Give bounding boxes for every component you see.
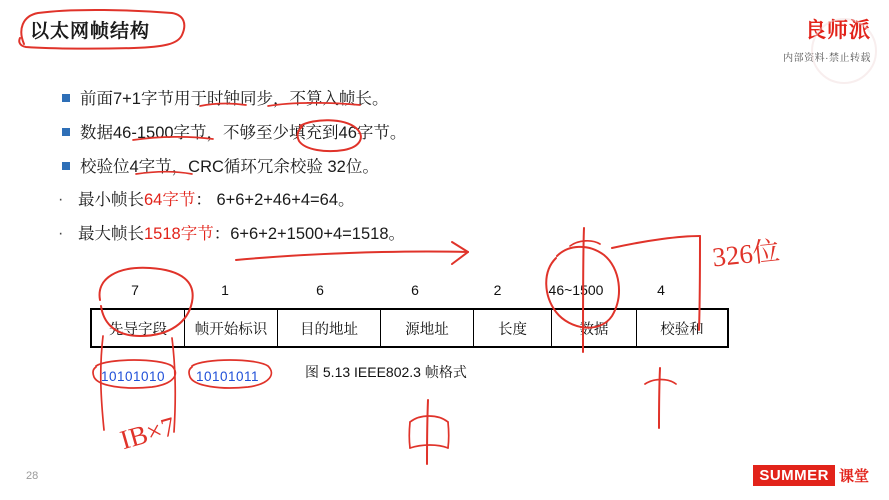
- max-frame-prefix: 最大帧长: [78, 225, 144, 243]
- footer-logo-box: SUMMER: [753, 465, 835, 486]
- brand-block: [783, 14, 871, 64]
- frame-size-0: 7: [131, 282, 139, 298]
- page-title: 以太网帧结构: [30, 21, 151, 42]
- bullet-item-4: [58, 186, 355, 210]
- brand-subtitle: 内部资料·禁止转载: [783, 53, 871, 64]
- square-bullet-icon: [62, 162, 70, 170]
- frame-size-row: [90, 282, 729, 308]
- frame-format-diagram: [90, 282, 729, 348]
- brand-name: 良师派: [805, 19, 871, 42]
- frame-field-3: 源地址: [381, 309, 474, 347]
- frame-field-2: 目的地址: [278, 309, 381, 347]
- frame-field-5: 数据: [552, 309, 637, 347]
- frame-size-5: 46~1500: [548, 282, 604, 298]
- footer-logo: [753, 465, 869, 486]
- annotation-ibx: IB×7: [116, 410, 179, 456]
- frame-field-6: 校验和: [637, 309, 729, 347]
- binary-label-preamble: 10101010: [101, 369, 166, 384]
- square-bullet-icon: [62, 128, 70, 136]
- min-frame-prefix: 最小帧长: [78, 191, 144, 209]
- min-frame-value: 64字节: [144, 191, 196, 209]
- bullet-text-1: 前面7+1字节用于时钟同步，不算入帧长。: [80, 90, 389, 108]
- bullet-item-1: [62, 85, 389, 109]
- max-frame-value: 1518字节: [144, 225, 214, 243]
- frame-field-0: 先导字段: [91, 309, 185, 347]
- bullet-item-5: [58, 220, 405, 244]
- square-bullet-icon: [62, 94, 70, 102]
- bullet-text-3: 校验位4字节，CRC循环冗余校验 32位。: [80, 158, 379, 176]
- max-frame-suffix: ：6+6+2+1500+4=1518。: [213, 225, 406, 243]
- table-row: [91, 309, 728, 347]
- frame-size-2: 6: [316, 282, 324, 298]
- brand-watermark-circle: [811, 18, 877, 84]
- frame-field-4: 长度: [474, 309, 552, 347]
- figure-caption: 图 5.13 IEEE802.3 帧格式: [305, 364, 467, 380]
- bullet-item-3: [62, 153, 379, 177]
- bullet-item-2: [62, 119, 406, 143]
- frame-size-6: 4: [657, 282, 665, 298]
- footer-logo-text: 课堂: [838, 468, 869, 485]
- frame-size-4: 2: [493, 282, 502, 298]
- binary-label-sfd: 10101011: [196, 369, 260, 384]
- page-number: 28: [26, 470, 39, 482]
- frame-size-1: 1: [221, 282, 229, 298]
- frame-size-3: 6: [411, 282, 419, 298]
- dot-bullet-icon: ·: [58, 191, 64, 208]
- min-frame-suffix: ： 6+6+2+46+4=64。: [195, 191, 355, 209]
- annotation-326: 326位: [710, 235, 782, 273]
- dot-bullet-icon: ·: [58, 225, 64, 242]
- bullet-text-2: 数据46-1500字节，不够至少填充到46字节。: [80, 124, 407, 142]
- frame-field-table: [90, 308, 729, 348]
- frame-field-1: 帧开始标识: [185, 309, 278, 347]
